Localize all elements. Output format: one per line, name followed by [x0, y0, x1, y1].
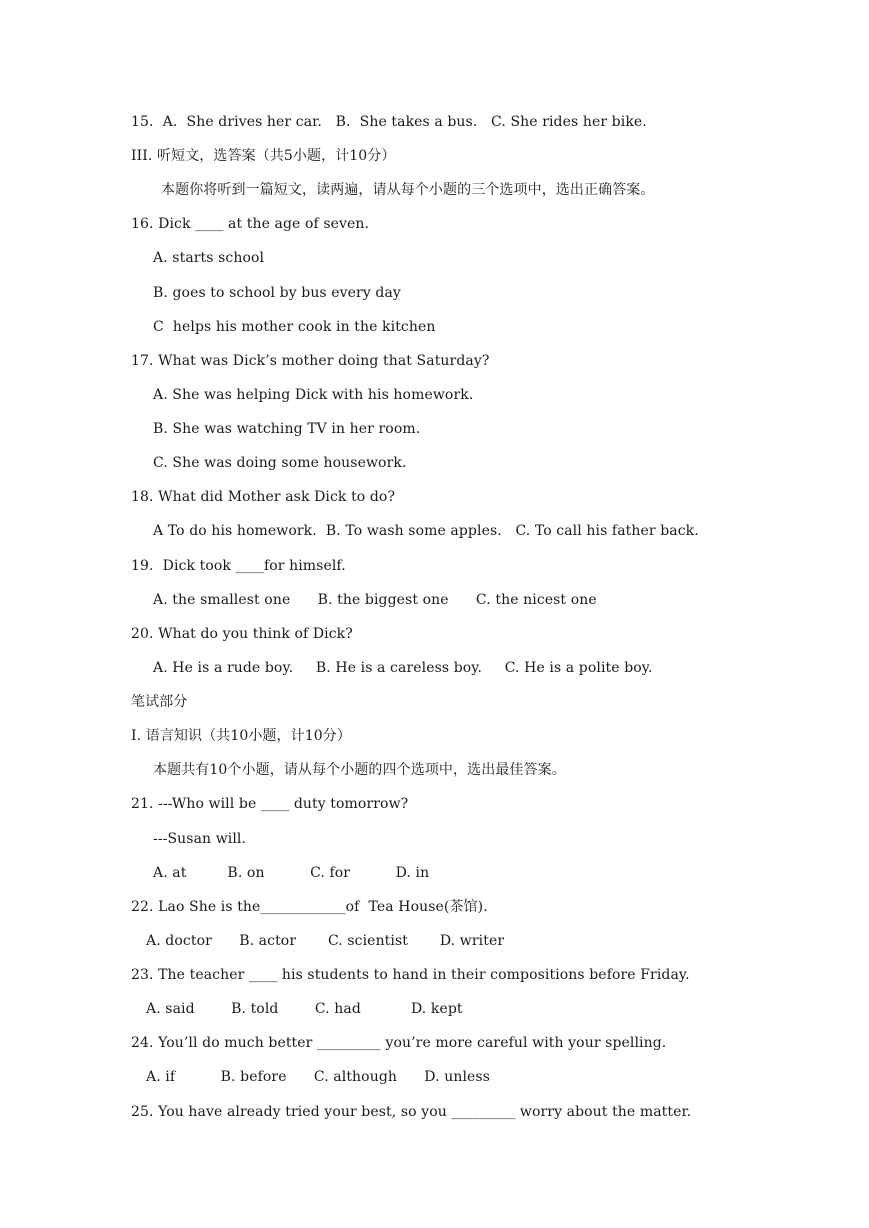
q19-stem: 19. Dick took ____for himself. — [131, 558, 346, 574]
q22-options: A. doctor B. actor C. scientist D. writer — [146, 933, 505, 949]
q18-options: A To do his homework. B. To wash some apples. C. To call his father back. — [153, 523, 699, 539]
section-iii-heading: III. 听短文，选答案（共5小题，计10分） — [131, 148, 396, 164]
q20-stem: 20. What do you think of Dick? — [131, 626, 353, 642]
q18-stem: 18. What did Mother ask Dick to do? — [131, 489, 396, 505]
section-i-instructions: 本题共有10个小题，请从每个小题的四个选项中，选出最佳答案。 — [153, 762, 566, 778]
q24-options: A. if B. before C. although D. unless — [146, 1069, 490, 1085]
section-iii-instructions: 本题你将听到一篇短文，读两遍，请从每个小题的三个选项中，选出正确答案。 — [161, 182, 655, 198]
q16-option-c: C helps his mother cook in the kitchen — [153, 319, 436, 335]
q16-option-b: B. goes to school by bus every day — [153, 285, 401, 301]
q25-stem: 25. You have already tried your best, so you _________ worry about the matter. — [131, 1104, 692, 1120]
q24-stem: 24. You’ll do much better _________ you’re more careful with your spelling. — [131, 1035, 667, 1051]
q21-response: ---Susan will. — [153, 831, 247, 847]
q17-option-c: C. She was doing some housework. — [153, 455, 407, 471]
q22-stem: 22. Lao She is the____________of Tea House(茶馆). — [131, 899, 488, 915]
q23-stem: 23. The teacher ____ his students to hand in their compositions before Friday. — [131, 967, 690, 983]
q17-stem: 17. What was Dick’s mother doing that Saturday? — [131, 353, 490, 369]
q20-options: A. He is a rude boy. B. He is a careless boy. C. He is a polite boy. — [153, 660, 653, 676]
q15-options: 15. A. She drives her car. B. She takes a bus. C. She rides her bike. — [131, 114, 647, 130]
q17-option-b: B. She was watching TV in her room. — [153, 421, 421, 437]
q21-stem: 21. ---Who will be ____ duty tomorrow? — [131, 796, 409, 812]
q19-options: A. the smallest one B. the biggest one C. the nicest one — [153, 592, 597, 608]
written-part-heading: 笔试部分 — [131, 694, 188, 710]
q16-option-a: A. starts school — [153, 250, 265, 266]
section-i-heading: I. 语言知识（共10小题，计10分） — [131, 728, 351, 744]
q23-options: A. said B. told C. had D. kept — [146, 1001, 463, 1017]
q21-options: A. at B. on C. for D. in — [153, 865, 430, 881]
q17-option-a: A. She was helping Dick with his homework. — [153, 387, 474, 403]
q16-stem: 16. Dick ____ at the age of seven. — [131, 216, 370, 232]
